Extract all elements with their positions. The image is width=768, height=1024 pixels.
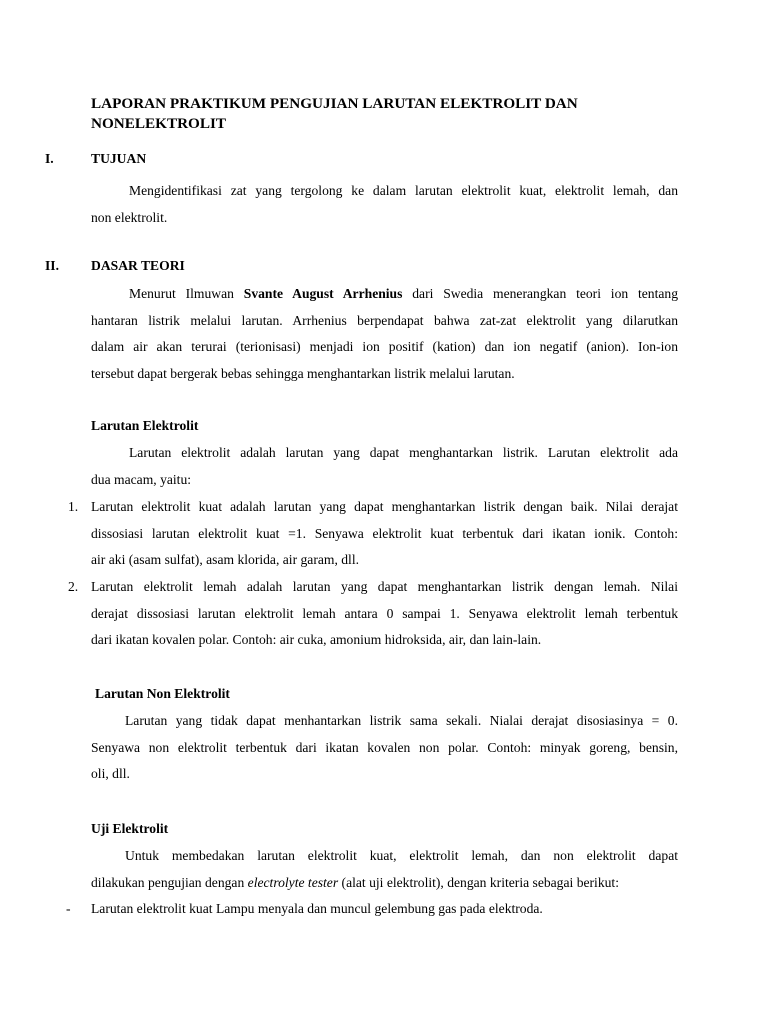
uji-line-2-pre: dilakukan pengujian dengan bbox=[91, 874, 248, 890]
elektrolit-line-2: dua macam, yaitu: bbox=[91, 471, 192, 487]
document-title bbox=[91, 94, 691, 134]
section-1-line-1: Mengidentifikasi zat yang tergolong ke dalam larutan elektrolit kuat, elektrolit lemah, dan bbox=[129, 183, 678, 198]
list-item-1-line-2: dissosiasi larutan elektrolit kuat =1. Senyawa elektrolit kuat terbentuk dari ikatan ionik. Contoh: bbox=[91, 525, 678, 541]
section-1-paragraph bbox=[91, 178, 678, 231]
list-marker-2: 2. bbox=[68, 579, 79, 594]
elektrolit-heading: Larutan Elektrolit bbox=[91, 418, 199, 433]
list-item-2 bbox=[91, 574, 678, 654]
section-1-line-2: non elektrolit. bbox=[91, 209, 168, 225]
elektrolit-paragraph bbox=[91, 440, 678, 493]
list-item-1 bbox=[91, 494, 678, 574]
list-item-2-line-1: Larutan elektrolit lemah adalah larutan yang dapat menghantarkan listrik dengan lemah. Nilai bbox=[91, 579, 678, 594]
uji-heading: Uji Elektrolit bbox=[91, 821, 169, 836]
list-item-2-line-3: dari ikatan kovalen polar. Contoh: air cuka, amonium hidroksida, air, dan lain-lain. bbox=[91, 632, 542, 648]
section-2-line-3: dalam air akan terurai (terionisasi) menjadi ion positif (kation) dan ion negatif (anion). Ion-ion bbox=[91, 339, 678, 355]
arrhenius-name: Svante August Arrhenius bbox=[243, 286, 403, 301]
section-2-line-4: tersebut dapat bergerak bebas sehingga menghantarkan listrik melalui larutan. bbox=[91, 365, 515, 381]
title-line-2: NONELEKTROLIT bbox=[91, 115, 227, 132]
nonelektrolit-line-1: Larutan yang tidak dapat menhantarkan listrik sama sekali. Nialai derajat disosiasinya = 0. bbox=[125, 713, 678, 728]
elektrolit-line-1: Larutan elektrolit adalah larutan yang dapat menghantarkan listrik. Larutan elektrolit ada bbox=[129, 445, 678, 460]
list-item-1-line-3: air aki (asam sulfat), asam klorida, air garam, dll. bbox=[91, 552, 359, 568]
section-2-heading: DASAR TEORI bbox=[91, 258, 185, 273]
bullet-text: Larutan elektrolit kuat Lampu menyala dan muncul gelembung gas pada elektroda. bbox=[91, 901, 543, 916]
nonelektrolit-line-3: oli, dll. bbox=[91, 766, 130, 782]
list-item-1-line-1: Larutan elektrolit kuat adalah larutan yang dapat menghantarkan listrik dengan baik. Nilai derajat bbox=[91, 499, 678, 514]
list-marker-1: 1. bbox=[68, 499, 79, 514]
nonelektrolit-paragraph bbox=[91, 708, 678, 788]
section-2-line-2: hantaran listrik melalui larutan. Arrhenius berpendapat bahwa zat-zat elektrolit yang dilarutkan bbox=[91, 312, 678, 328]
title-line-1: LAPORAN PRAKTIKUM PENGUJIAN LARUTAN ELEKTROLIT DAN bbox=[91, 95, 578, 112]
uji-line-1: Untuk membedakan larutan elektrolit kuat, elektrolit lemah, dan non elektrolit dapat bbox=[125, 848, 678, 863]
uji-line-2-post: (alat uji elektrolit), dengan kriteria sebagai berikut: bbox=[338, 874, 619, 890]
bullet-marker: - bbox=[66, 901, 71, 916]
nonelektrolit-heading: Larutan Non Elektrolit bbox=[95, 686, 230, 701]
section-1-heading: TUJUAN bbox=[91, 151, 147, 166]
section-2-line-1-post: dari Swedia menerangkan teori ion tentang bbox=[402, 286, 678, 301]
nonelektrolit-line-2: Senyawa non elektrolit terbentuk dari ikatan kovalen non polar. Contoh: minyak goreng, bensin, bbox=[91, 739, 678, 755]
section-2-paragraph bbox=[91, 281, 678, 387]
list-item-2-line-2: derajat dissosiasi larutan elektrolit lemah antara 0 sampai 1. Senyawa elektrolit lemah terbentuk bbox=[91, 605, 678, 621]
section-2-number: II. bbox=[45, 258, 59, 273]
section-1-number: I. bbox=[45, 151, 54, 166]
uji-paragraph bbox=[91, 843, 678, 896]
section-2-line-1-pre: Menurut Ilmuwan bbox=[129, 286, 244, 301]
electrolyte-tester-term: electrolyte tester bbox=[247, 874, 339, 890]
bullet-item bbox=[91, 896, 678, 923]
